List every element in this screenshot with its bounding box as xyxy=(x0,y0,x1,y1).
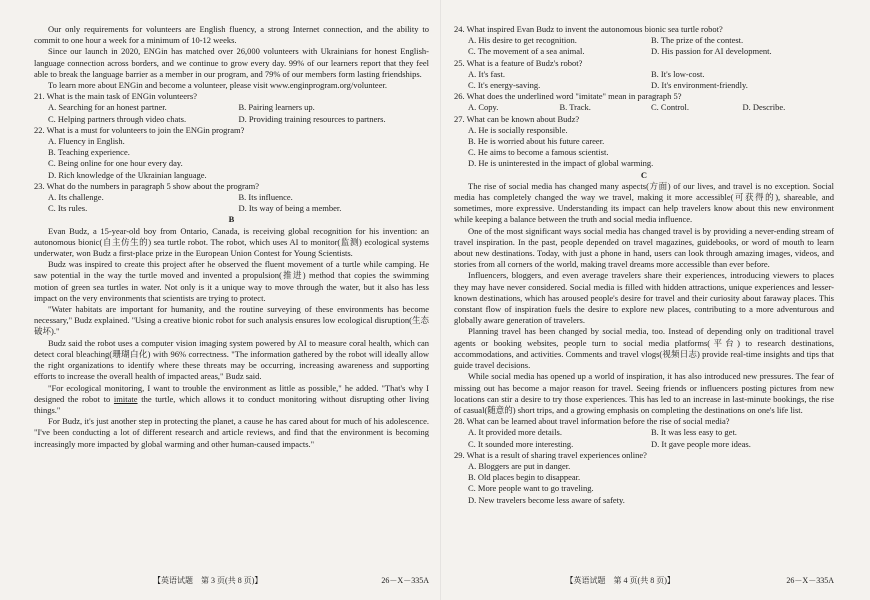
text: "For ecological monitoring, I want to trouble the environment as little as possible," he added. "That's why I designed the robot to xyxy=(34,382,429,404)
question-23: 23. What do the numbers in paragraph 5 show about the program? xyxy=(34,180,260,191)
paragraph: Budz said the robot uses a computer vision imaging system powered by AI to measure coral health, which can detect coral bleaching(珊瑚白化) with 96% correctness. "The information gathered by the robot will ideally allow the right organizations to identify where these threats may be occurring, increasing awareness and supporting efforts to increase the overall health of impacted areas," Budz said. xyxy=(34,337,429,382)
question-28: 28. What can be learned about travel information before the rise of social media? xyxy=(454,416,730,427)
right-page xyxy=(454,24,834,506)
paragraph: Planning travel has been changed by social media, too. Instead of depending only on traditional travel agents or booking websites, people turn to social media platforms(平台) to research destinations, accommodations, and activities. Comments and travel vlogs(视频日志) provide real-time insights and tips that guide travel decisions. xyxy=(454,326,834,371)
option: C. Its rules. xyxy=(48,203,88,214)
page-number: 【英语试题 第 3 页(共 8 页)】 xyxy=(153,576,263,585)
option: D. Describe. xyxy=(742,102,786,113)
option: A. His desire to get recognition. xyxy=(468,35,577,46)
text: the turtle, which allows it to conduct monitoring without disrupting other living things." xyxy=(34,393,429,415)
option: A. Searching for an honest partner. xyxy=(48,102,167,113)
option: A. He is socially responsible. xyxy=(468,124,568,135)
option: B. Its influence. xyxy=(238,192,293,203)
question-24-options xyxy=(468,35,834,57)
question-26-options xyxy=(468,102,834,113)
paragraph: Budz was inspired to create this project after he observed the fluent movement of a turtle while camping. He saw potential in the way the turtle moved and invented a propulsion(推进) method that copies the swimming motion of green sea turtles in water. Not only is it a unique way to move through the water, but it also has less impact on the very environments that scientists are trying to protect. xyxy=(34,259,429,303)
paragraph: To learn more about ENGin and become a volunteer, please visit www.enginprogram.org/volunteer. xyxy=(48,80,387,91)
option: D. It's environment-friendly. xyxy=(651,80,748,91)
option: D. His passion for AI development. xyxy=(651,46,772,57)
underlined-word: imitate xyxy=(113,393,138,404)
paragraph: "Water habitats are important for humanity, and the routine surveying of these environments has become necessary," Budz explained. "Using a creative bionic robot for such analysis ensures low ecological disruption(生态破坏)." xyxy=(34,304,429,337)
option: C. The movement of a sea animal. xyxy=(468,46,585,57)
exam-code: 26－X－335A xyxy=(786,576,834,585)
paragraph: Evan Budz, a 15-year-old boy from Ontario, Canada, is receiving global recognition for his invention: an autonomous bionic(自主仿生的) sea turtle robot. The robot, which uses AI to monitor(监测) ecological systems underwater, won Budz a first-place prize in the European Union Contest for Young Scientists. xyxy=(34,225,429,259)
paragraph: Influencers, bloggers, and even average travelers share their experiences, introducing viewers to places they may have never considered. Social media is filled with hidden attractions, unique experiences and lesser-known destinations, which has aroused people's desire for travel and their curiosity about faraway places. This constant flow of inspiration fuels the desire to explore new places, contributing to a more adventurous and globally aware generation of travelers. xyxy=(454,270,834,326)
paragraph: Our only requirements for volunteers are English fluency, a strong Internet connection, and the ability to commit to one hour a week for a minimum of 10-12 weeks. xyxy=(34,24,429,46)
option: B. It was less easy to get. xyxy=(651,427,737,438)
option: C. Being online for one hour every day. xyxy=(48,158,183,169)
option: C. It's energy-saving. xyxy=(468,80,541,91)
left-page xyxy=(34,24,429,450)
exam-code: 26－X－335A xyxy=(381,576,429,585)
option: C. It sounded more interesting. xyxy=(468,438,574,449)
footer-left xyxy=(34,575,429,586)
paragraph: For Budz, it's just another step in protecting the planet, a cause he has cared about for much of his adolescence. "I've been conducting a lot of different research and article reviews, and find that the environment is becoming increasingly more impacted by global warming and other human-caused impacts." xyxy=(34,416,429,449)
question-27: 27. What can be known about Budz? xyxy=(454,113,580,124)
option: D. He is uninterested in the impact of global warming. xyxy=(468,158,654,169)
question-26: 26. What does the underlined word "imitate" mean in paragraph 5? xyxy=(454,91,682,102)
page-fold xyxy=(440,0,441,600)
paragraph: While social media has opened up a world of inspiration, it has also introduced new pressures. The fear of missing out has become a major reason for travel. Seeing friends or influencers posting pictures from new locations can stir a desire to try those experiences. This has led to an increase in last-minute bookings, the rise of casual(随意的) short trips, and a growing emphasis on completing the destinations on one's life list. xyxy=(454,371,834,415)
page-number: 【英语试题 第 4 页(共 8 页)】 xyxy=(565,576,675,585)
question-22: 22. What is a must for volunteers to join the ENGin program? xyxy=(34,124,245,135)
question-28-options xyxy=(468,427,834,449)
option: D. Rich knowledge of the Ukrainian language. xyxy=(48,169,207,180)
option: A. It provided more details. xyxy=(468,427,562,438)
paragraph: One of the most significant ways social media has changed travel is by providing a never-ending stream of travel inspiration. In the past, people depended on travel magazines, guidebooks, or word of mouth to learn about new destinations. Today, with just a phone in hand, users can look through amazing images, videos, and stories from all corners of the world, making travel dreams more accessible than ever before. xyxy=(454,225,834,270)
question-24: 24. What inspired Evan Budz to invent the autonomous bionic sea turtle robot? xyxy=(454,24,723,34)
option: D. New travelers become less aware of safety. xyxy=(468,494,625,505)
option: A. Copy. xyxy=(468,102,499,113)
question-25: 25. What is a feature of Budz's robot? xyxy=(454,57,583,68)
option: B. It's low-cost. xyxy=(651,68,705,79)
option: B. Old places begin to disappear. xyxy=(468,472,581,483)
option: C. Helping partners through video chats. xyxy=(48,113,187,124)
paragraph xyxy=(34,383,429,417)
option: B. Teaching experience. xyxy=(48,147,130,158)
option: D. It gave people more ideas. xyxy=(651,438,751,449)
option: B. Pairing learners up. xyxy=(238,102,315,113)
footer-right xyxy=(454,575,834,586)
paragraph: The rise of social media has changed many aspects(方面) of our lives, and travel is no exception. Social media has completely changed the way we travel, making it more accessible(可获得的), shareable, and sometimes, more expressive. Understanding its impact can help travelers know about this new environment while keeping a balance between the truth and social media influence. xyxy=(454,180,834,225)
option: D. Providing training resources to partners. xyxy=(238,113,386,124)
option: A. Bloggers are put in danger. xyxy=(468,460,571,471)
option: B. Track. xyxy=(559,102,591,113)
section-heading-b: B xyxy=(228,214,235,225)
question-25-options xyxy=(468,69,834,91)
section-heading-c: C xyxy=(640,169,648,180)
question-23-options xyxy=(48,192,429,214)
option: B. He is worried about his future career. xyxy=(468,136,605,147)
option: C. He aims to become a famous scientist. xyxy=(468,147,609,158)
paragraph: Since our launch in 2020, ENGin has matched over 26,000 volunteers with Ukrainians for honest English-language connection across borders, and we continue to grow every day. 99% of our learners report that they feel able to break the language barrier as a member in our program, and 79% of our members form lasting friendships. xyxy=(34,46,429,79)
option: A. It's fast. xyxy=(468,68,505,79)
question-21: 21. What is the main task of ENGin volunteers? xyxy=(34,91,197,102)
option: D. Its way of being a member. xyxy=(238,203,342,214)
question-29: 29. What is a result of sharing travel experiences online? xyxy=(454,449,647,460)
option: A. Its challenge. xyxy=(48,192,104,203)
option: C. More people want to go traveling. xyxy=(468,483,594,494)
option: C. Control. xyxy=(651,102,690,113)
option: B. The prize of the contest. xyxy=(651,35,744,46)
question-21-options xyxy=(48,102,429,124)
option: A. Fluency in English. xyxy=(48,136,125,147)
